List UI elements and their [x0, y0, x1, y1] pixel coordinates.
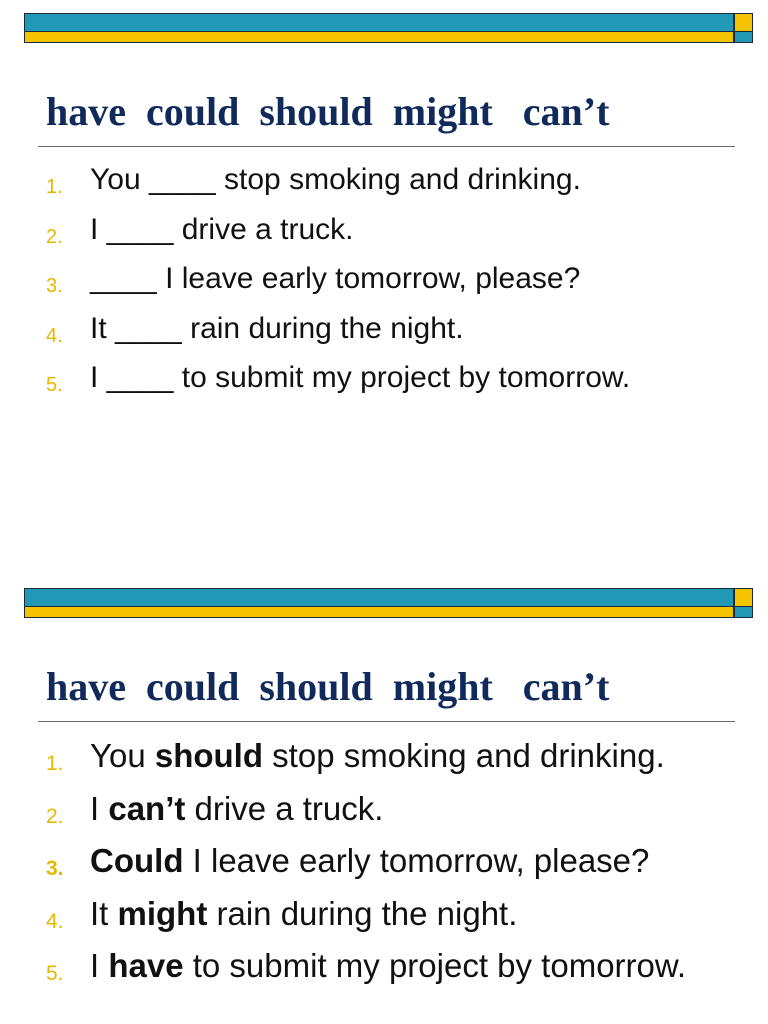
exercise-item [0, 210, 630, 260]
answer-item [0, 893, 730, 935]
item-number: 1. [46, 752, 64, 775]
answer-item [0, 840, 730, 882]
item-text-after: rain during the night. [207, 894, 518, 932]
item-number: 5. [46, 374, 63, 396]
item-text: It ____ rain during the night. [90, 311, 464, 345]
item-text-before: I [90, 789, 109, 827]
answer-word: can’t [108, 789, 186, 827]
answer-word: might [117, 894, 208, 932]
item-text: I ____ drive a truck. [90, 212, 354, 246]
answer-item [0, 788, 730, 830]
banner-yellow-bar [24, 606, 734, 618]
banner-blue-square [734, 31, 753, 43]
item-text-after: stop smoking and drinking. [263, 737, 665, 774]
item-text-before: I [90, 947, 109, 984]
item-number: 2. [46, 225, 63, 248]
item-text-after: I leave early tomorrow, please? [183, 842, 650, 879]
answer-word: Could [90, 842, 184, 879]
exercise-item [0, 309, 630, 359]
item-number: 3. [46, 857, 64, 880]
item-text-after: to submit my project by tomorrow. [183, 947, 687, 984]
answer-item [0, 735, 730, 777]
answer-slide [0, 575, 768, 1024]
item-text: I ____ to submit my project by tomorrow. [90, 361, 631, 394]
item-number: 4. [46, 324, 63, 347]
exercise-list [0, 160, 630, 408]
banner-yellow-bar [24, 31, 734, 43]
banner-yellow-square [734, 13, 753, 32]
answer-item [0, 945, 730, 987]
answer-word: have [108, 947, 184, 984]
item-number: 4. [46, 909, 64, 933]
banner-yellow-square [734, 588, 753, 607]
banner-blue-bar [24, 588, 734, 607]
item-text-before: It [90, 894, 118, 932]
item-number: 5. [46, 962, 64, 985]
item-number: 2. [46, 804, 64, 828]
item-number: 3. [46, 275, 63, 297]
title-divider [38, 146, 735, 147]
banner-blue-bar [24, 13, 734, 32]
title-divider [38, 721, 735, 722]
word-bank-title: have could should might can’t [46, 664, 610, 709]
item-number: 1. [46, 176, 63, 198]
answer-list [0, 735, 730, 998]
item-text-before: You [90, 737, 155, 774]
word-bank-title: have could should might can’t [46, 89, 610, 134]
item-text: You ____ stop smoking and drinking. [90, 163, 581, 196]
item-text-after: drive a truck. [185, 789, 384, 827]
item-text: ____ I leave early tomorrow, please? [90, 262, 581, 295]
exercise-item [0, 259, 630, 309]
exercise-item [0, 358, 630, 408]
answer-word: should [154, 737, 264, 774]
banner-blue-square [734, 606, 753, 618]
exercise-item [0, 160, 630, 210]
